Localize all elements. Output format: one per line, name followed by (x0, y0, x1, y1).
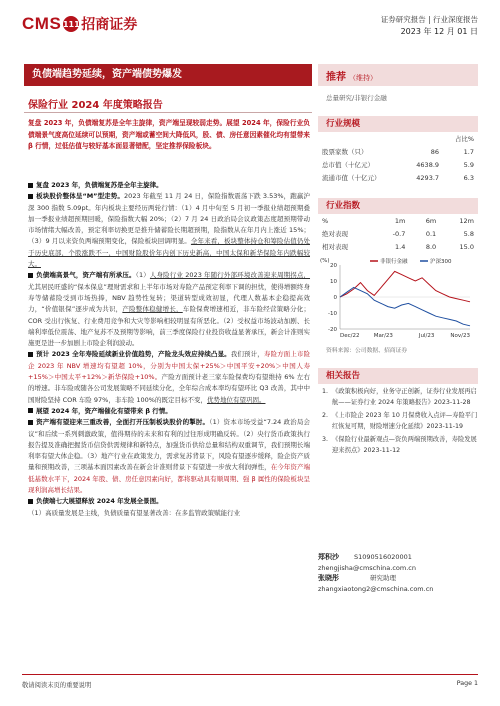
related-report-link[interactable]: 3. 《保险行业最新观点—资负两端预期改善，寿险发展迎来拐点》2023-11-12 (322, 436, 477, 454)
related-report-link[interactable]: 1. 《政策积极向好，业务守正创新，证券行业发展再启航——证券行业 2024 年策略报告》2023-11-28 (322, 388, 477, 406)
analyst-email[interactable]: zhengjisha@cmschina.com.cn (318, 563, 416, 572)
square-bullet-icon (28, 273, 33, 278)
section-recap: 复盘 2023 年，负债端复苏是全年主旋律。 (28, 180, 310, 191)
x-tick-label: Dec/22 (340, 333, 360, 339)
report-body (28, 180, 310, 519)
report-header (0, 0, 500, 50)
legend-label: 非银行金融 (380, 259, 408, 265)
y-axis-label: (%) (320, 258, 330, 264)
industry-scale-table (318, 132, 478, 184)
x-tick-label: Nov/23 (450, 333, 470, 339)
analyst-row: 张晓彤 研究助理 (318, 574, 396, 582)
divider (24, 112, 312, 113)
rating-bar (318, 64, 478, 86)
section-forecast-2023: 预计 2023 全年寿险延续新业价值趋势，产险龙头效应持续凸显。我们预计，寿险方面上市险企 2023 年 NBV 增速均有望超 10%，分别为中国太保+25%＞中国平安+20%＞中国人寿+15%＞中国太平+12%＞新华保险+10%。产险方面预计老三家车险保费均有望维持 6% 左右的增速。非车险或随各公司发展策略不同延续分化，全年综合成本率均有望环比 Q3 改善，其中中国财险坚持 COR 车险 97%，非车险 100%的既定目标不变，优势地位有望巩固。 (28, 350, 310, 404)
report-tags: 证券研究报告 | 行业深度报告 (380, 15, 478, 24)
index-chart (318, 255, 478, 343)
square-bullet-icon (28, 183, 33, 188)
table-row: 相对表现 1.4 8.0 15.0 (322, 242, 474, 251)
legend-label: 沪深300 (430, 259, 452, 265)
y-tick-label: -10 (328, 311, 337, 317)
table-row: 流通市值（十亿元） 4293.7 6.3 (322, 173, 474, 182)
industry-index-heading: 行业指数 (318, 198, 478, 214)
table-row: 总市值（十亿元） 4638.9 5.9 (322, 160, 474, 169)
footer-divider (22, 674, 478, 675)
report-date: 2023 年 12 月 01 日 (400, 27, 478, 36)
industry-scale-heading: 行业规模 (318, 116, 478, 132)
x-tick-label: Mar/23 (373, 333, 393, 339)
index-line-chart (318, 255, 478, 343)
footer-disclaimer: 敬请阅读末页的重要说明 (22, 682, 92, 689)
analyst-row: 郑积沙 S1090516020001 (318, 553, 412, 561)
table-row: 股票家数（只） 86 1.7 (322, 147, 474, 156)
analysts (318, 552, 478, 594)
section-m-trend: 板块股价整体呈“M”型走势。2023 年截至 11 月 24 日，保险指数震荡下跌 3.53%，跑赢沪深 300 指数 5.09pt。年内板块主要经历两轮行情：（1）4 月中旬至 5 月初一季报业绩超预期叠加一季报业绩超预期回暖，保险指数大幅 20%；（2）7 月 24 日政治局会议政策态度超预期带动市场情绪大幅改善，预定利率切换更是推升储蓄险长期超预期，险指数从在年月内上涨近 15%；（3）9 月以来资负两端预期变化，保险板块回调明显。全年来看，板块整体持仓和筹险估值仍处于历史底部，个股涨跌不一，中国财险股价年内创下历史新高，中国太保和新华保险年内跌幅较大。 (28, 192, 310, 269)
square-bullet-icon (28, 194, 33, 199)
table-header-row: % 1m 6m 12m (322, 216, 474, 225)
abstract: 复盘 2023 年，负债端复苏是全年主旋律，资产端呈现较弱走势。展望 2024 年，保险行业负债端景气度高位延续可以预期，资产端或蓄空间大降低风，股、债、房任意因素催化均有望带来 β 行情，过低估值与较好基本面显著错配，坚定推荐保险板块。 (28, 119, 310, 150)
sidebar (318, 64, 478, 456)
section-liability-outlook: 负债端七大展望释放 2024 年发展全景图。 (28, 496, 310, 507)
square-bullet-icon (28, 408, 33, 413)
section-liability: 负债端高景气，资产端有所承压。（1）人身险行业 2023 年随行外部环境改善迎来周期拐点，尤其居民旺盛的“保本保息”理财需求和上半年市场对寿险产品预定利率下调的担忧，使得增额终身寿等储蓄险受到市场热捧，NBV 趋势性复转；渠道转型成效初显，代理人数基本企稳提高效力，“价值银保”逐步成为共识，产险整体稳健增长，车险保费增速相近，非车险经营策略分化；COR 受出行恢复、行业费用竞争和大灾等影响相较明显有所恶化。（2）受权益市场波动加剧、长端利率低位震荡、地产复苏不及预期等影响，前三季度保险行业投资收益显著承压，新会计准则实施更是进一步加剧上市险企利润波动。 (28, 271, 311, 348)
table-row: 绝对表现 -0.7 0.1 5.8 (322, 229, 474, 238)
x-tick-label: Jul/23 (418, 333, 435, 339)
section-asset-improve: 资产端有望迎来三重改善，全面打开压制板块股价的掣肘。（1）资本市场受益“7.24 政治局会议”和后续一系列刺激政策，值得期待的未来和有利的过往形成明确反转。（2）央行货币政策执行报告提及准确把握货币信贷供需规律和新特点，加强货币供给总量和结构双重调节，我们预期长端利率有望大体企稳。（3）地产行业在政策发力，需求复苏背景下，风险有望逐步缓释，险企资产质量和预期改善，三项基本面因素改善在新会计准则背景下有望进一步放大利润弹性，在今年资产端低基数水平下，2024 年股、债、房任意因素向好，都将驱动具有顺周期、强 β 属性的保险板块呈现利润高增长结果。 (28, 418, 311, 495)
series-line-1 (340, 271, 470, 301)
y-tick-label: -20 (328, 327, 337, 333)
rating-title: 推荐 (326, 72, 346, 83)
rating-note: （维持） (349, 74, 377, 82)
logo-chinese: 招商证券 (81, 17, 138, 33)
logo-latin: CMS (22, 14, 62, 33)
performance-table (318, 214, 478, 253)
related-report-link[interactable]: 2. 《上市险企 2023 年 10 月保费收入点评—寿险平门红恢复可期，财险增速分化延续》2023-11-19 (322, 412, 478, 430)
chart-source: 资料来源：公司数据、招商证券 (326, 348, 408, 354)
header-meta (381, 14, 478, 38)
square-bullet-icon (28, 420, 33, 425)
y-tick-label: 0 (333, 295, 337, 301)
broker-logo (22, 14, 137, 34)
square-bullet-icon (28, 352, 33, 357)
y-tick-label: 20 (330, 263, 337, 269)
series-line-2 (340, 287, 470, 325)
page-number: Page 1 (456, 680, 478, 687)
logo-badge-icon: 111 (63, 16, 79, 32)
headline-banner: 负债端趋势延续，资产端债势爆发 (24, 64, 312, 86)
section-outlook-2024: 展望 2024 年，资产端催化有望带来 β 行情。 (28, 406, 310, 417)
y-tick-label: 10 (330, 279, 337, 285)
section-liability-outlook-text: （1）高质量发展是主线，负债质量有望显著改善：在多监管政策赋能行业 (28, 508, 241, 517)
analyst-email[interactable]: zhangxiaotong2@cmschina.com.cn (318, 584, 434, 593)
related-reports-heading: 相关报告 (318, 368, 478, 384)
square-bullet-icon (28, 499, 33, 504)
table-header-row: 占比% (454, 134, 474, 143)
rating-category: 总量研究/非银行金融 (326, 94, 387, 102)
report-subtitle: 保险行业 2024 年度策略报告 (28, 100, 163, 111)
